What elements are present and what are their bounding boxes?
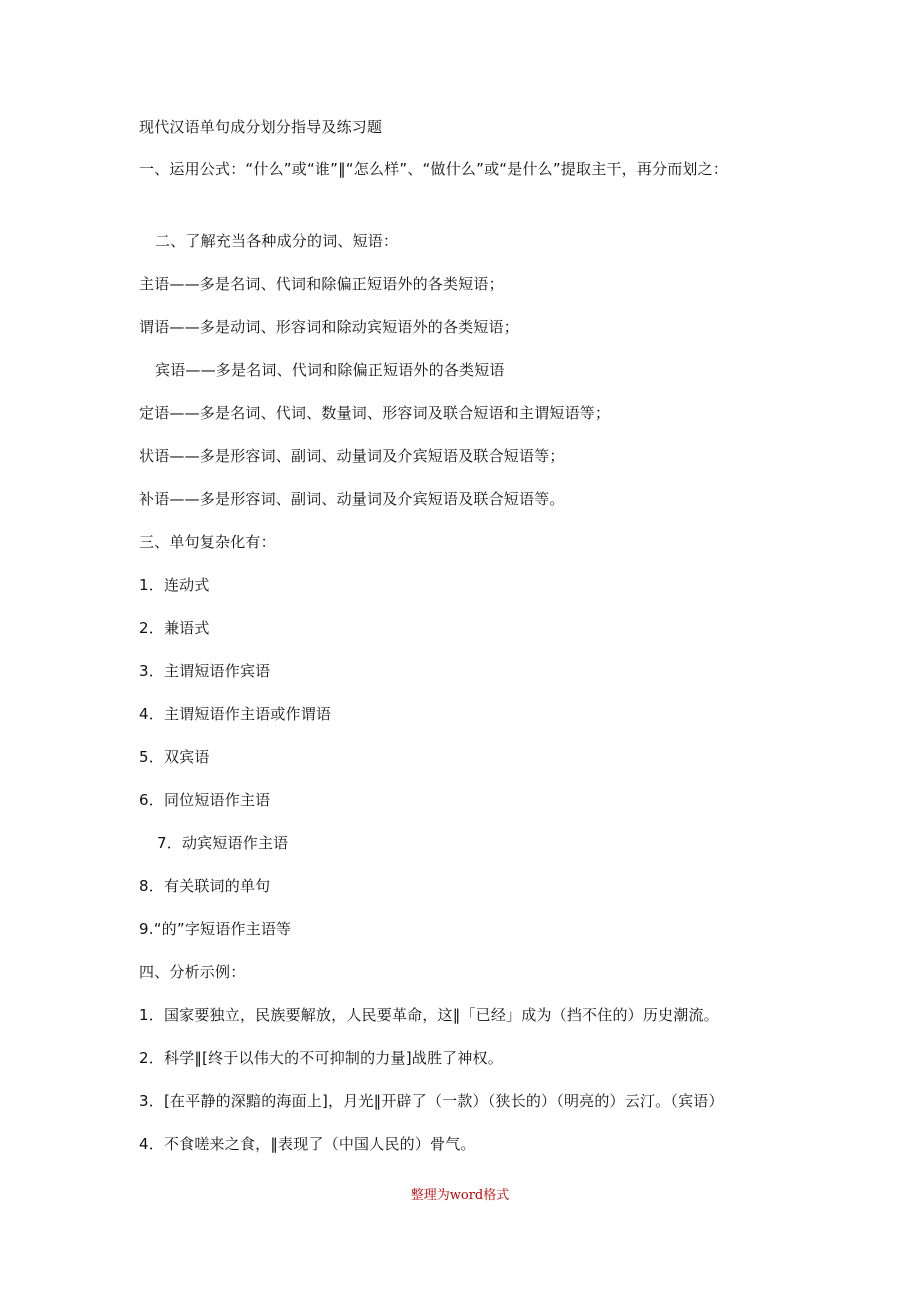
role-attributive: 定语——多是名词、代词、数量词、形容词及联合短语和主谓短语等； — [139, 404, 611, 422]
role-subject: 主语——多是名词、代词和除偏正短语外的各类短语； — [139, 275, 504, 293]
list-item: 1．连动式 — [139, 576, 210, 594]
role-object: 宾语——多是名词、代词和除偏正短语外的各类短语 — [155, 361, 505, 379]
list-item: 8．有关联词的单句 — [139, 877, 271, 895]
list-item: 4．主谓短语作主语或作谓语 — [139, 705, 332, 723]
document-title: 现代汉语单句成分划分指导及练习题 — [139, 118, 383, 136]
role-complement: 补语——多是形容词、副词、动量词及介宾短语及联合短语等。 — [139, 490, 565, 508]
example-item: 2．科学‖[终于以伟大的不可抑制的力量]战胜了神权。 — [139, 1049, 503, 1067]
list-item: 6．同位短语作主语 — [139, 791, 271, 809]
section-1-heading: 一、运用公式：“什么”或“谁”‖“怎么样”、“做什么”或“是什么”提取主干，再分而划之： — [139, 160, 729, 178]
example-item: 3．[在平静的深黯的海面上]，月光‖开辟了（一款）（狭长的）（明亮的）云汀。（宾语） — [139, 1092, 724, 1110]
role-adverbial: 状语——多是形容词、副词、动量词及介宾短语及联合短语等； — [139, 447, 565, 465]
page-footer: 整理为word格式 — [410, 1188, 510, 1203]
list-item: 7．动宾短语作主语 — [157, 834, 289, 852]
list-item: 2．兼语式 — [139, 619, 210, 637]
example-item: 1．国家要独立，民族要解放，人民要革命，这‖「已经」成为（挡不住的）历史潮流。 — [139, 1006, 719, 1024]
section-2-heading: 二、了解充当各种成分的词、短语： — [155, 232, 399, 250]
example-item: 4．不食嗟来之食，‖表现了（中国人民的）骨气。 — [139, 1135, 476, 1153]
list-item: 3．主谓短语作宾语 — [139, 662, 271, 680]
section-4-heading: 四、分析示例： — [139, 963, 246, 981]
list-item: 5．双宾语 — [139, 748, 210, 766]
list-item: 9.“的”字短语作主语等 — [139, 920, 292, 938]
role-predicate: 谓语——多是动词、形容词和除动宾短语外的各类短语； — [139, 318, 520, 336]
section-3-heading: 三、单句复杂化有： — [139, 533, 276, 551]
